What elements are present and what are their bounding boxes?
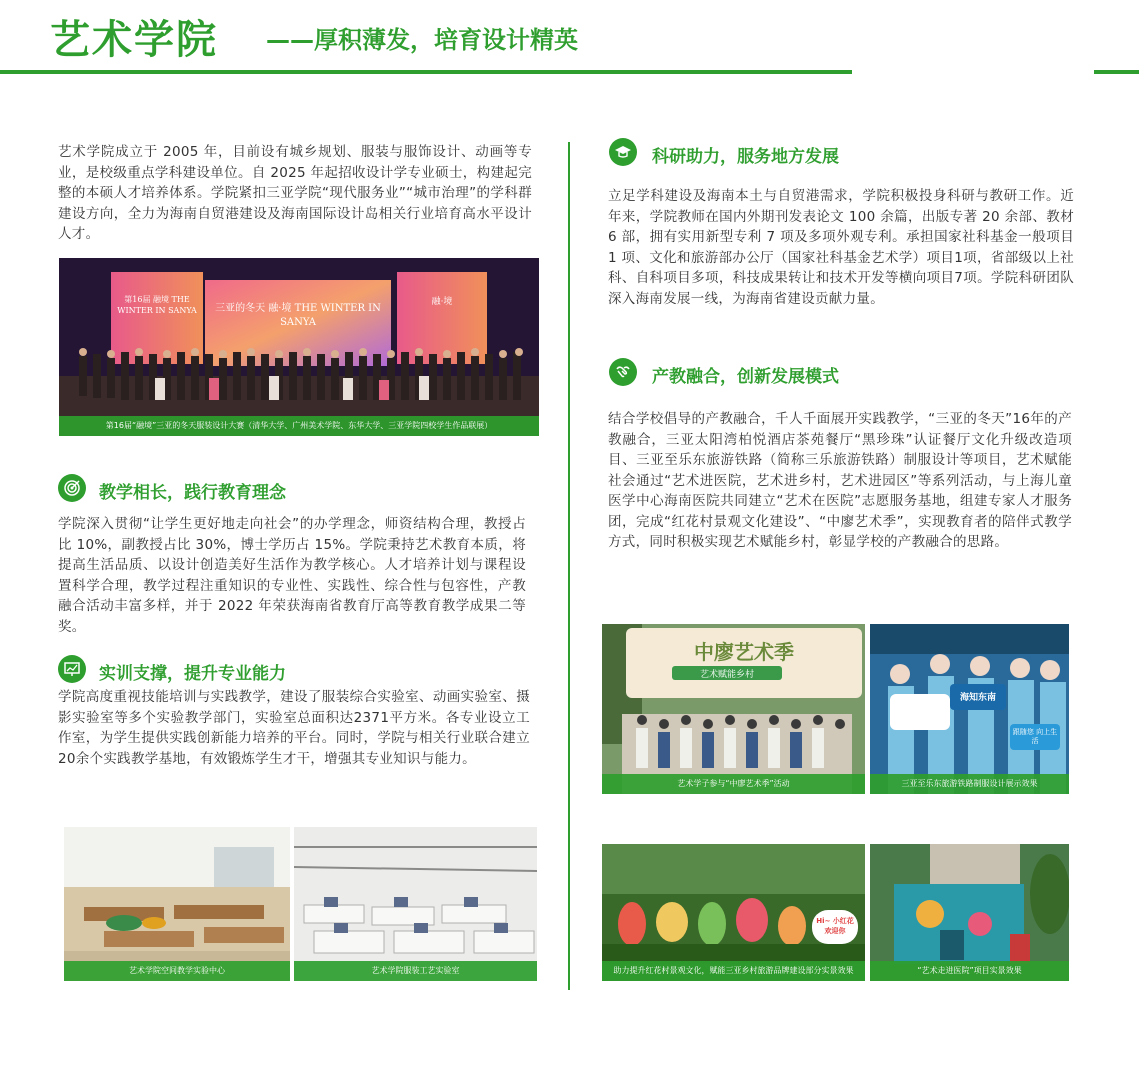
space-lab-scene — [64, 827, 290, 981]
stage-screen-right-text: 融·境 — [431, 297, 453, 307]
column-divider — [568, 142, 570, 990]
page-title: 艺术学院 — [50, 17, 218, 63]
hospital-art-caption: “艺术走进医院”项目实景效果 — [870, 961, 1069, 981]
fashion-show-caption: 第16届“融境”三亚的冬天服装设计大赛（清华大学、广州美术学院、东华大学、三亚学院四校学生作品联展） — [59, 416, 539, 436]
village-landscape-photo — [602, 844, 865, 981]
village-welcome-sign: Hi~ 小红花欢迎你 — [816, 917, 854, 935]
art-festival-photo — [602, 624, 865, 794]
village-landscape-caption: 助力提升红花村景观文化，赋能三亚乡村旅游品牌建设部分实景效果 — [602, 961, 865, 981]
handshake-icon — [609, 358, 637, 386]
garment-lab-caption: 艺术学院服装工艺实验室 — [294, 961, 537, 981]
stage-screen-center-text: 三亚的冬天 融·境 THE WINTER IN SANYA — [215, 303, 381, 328]
festival-banner-text: 中廖艺术季 — [694, 640, 794, 664]
section-title-training: 实训支撑，提升专业能力 — [99, 664, 286, 684]
space-lab-photo — [64, 827, 290, 981]
festival-subbanner-text: 艺术赋能乡村 — [699, 670, 754, 680]
fashion-show-scene — [59, 258, 539, 436]
stage-screen-left-text: 第16届 融境 THE WINTER IN SANYA — [117, 295, 197, 315]
hospital-art-photo — [870, 844, 1069, 981]
section-title-teaching: 教学相长，践行教育理念 — [99, 483, 286, 503]
uniform-sign-slogan: 跟随您 向上生活 — [1012, 728, 1058, 745]
fashion-show-photo — [59, 258, 539, 436]
teaching-paragraph: 学院深入贯彻“让学生更好地走向社会”的办学理念，师资结构合理，教授占比 10%，副教授占比 30%，博士学历占 15%。学院秉持艺术教育本质，将提高生活品质、以设计创造美好生活作为教学核心。人才培养计划与课程设置科学合理，教学过程注重知识的专业性、实践性、综合性与包容性，产教融合活动丰富多样，并于 2022 年荣获海南省教育厅高等教育教学成果二等奖。 — [58, 516, 526, 635]
garment-lab-scene — [294, 827, 537, 981]
railway-uniform-photo — [870, 624, 1069, 794]
garment-lab-photo — [294, 827, 537, 981]
railway-uniform-caption: 三亚至乐东旅游铁路制服设计展示效果 — [870, 774, 1069, 794]
intro-paragraph: 艺术学院成立于 2005 年，目前设有城乡规划、服装与服饰设计、动画等专业，是校级重点学科建设单位。自 2025 年起招收设计学专业硕士，构建起完整的本硕人才培养体系。学院紧扣三亚学院“现代服务业”“城市治理”的学科群建设方向，全力为海南自贸港建设及海南国际设计岛相关行业培育高水平设计人才。 — [58, 144, 532, 242]
page-subtitle: ——厚积薄发，培育设计精英 — [266, 26, 578, 54]
section-title-industry: 产教融合，创新发展模式 — [652, 367, 839, 387]
space-lab-caption: 艺术学院空间教学实验中心 — [64, 961, 290, 981]
header-divider-left — [0, 70, 852, 74]
target-icon — [58, 474, 86, 502]
art-festival-caption: 艺术学子参与“中廖艺术季”活动 — [602, 774, 865, 794]
uniform-sign-text: 海知东南 — [959, 693, 996, 703]
training-paragraph: 学院高度重视技能培训与实践教学，建设了服装综合实验室、动画实验室、摄影实验室等多个实验教学部门，实验室总面积达2371平方米。各专业设立工作室，为学生提供实践创新能力培养的平台。同时，学院与相关行业联合建立20余个实践教学基地，有效锻炼学生才干，增强其专业知识与能力。 — [58, 689, 530, 767]
section-title-research: 科研助力，服务地方发展 — [652, 147, 839, 167]
research-paragraph: 立足学科建设及海南本土与自贸港需求，学院积极投身科研与教研工作。近年来，学院教师在国内外期刊发表论文 100 余篇，出版专著 20 余部、教材 6 部，拥有实用新型专利 7 项及多项外观专利。承担国家社科基金一般项目 1 项、文化和旅游部办公厅（国家社科基金艺术学）项目1项，省部级以上社科、自科项目多项，科技成果转让和技术开发等横向项目7项。学院科研团队深入海南发展一线，为海南省建设贡献力量。 — [608, 188, 1074, 307]
graduation-cap-icon — [609, 138, 637, 166]
header-divider-right — [1094, 70, 1139, 74]
presentation-icon — [58, 655, 86, 683]
railway-uniform-scene — [870, 624, 1069, 794]
industry-paragraph: 结合学校倡导的产教融合，千人千面展开实践教学，“三亚的冬天”16年的产教融合，三亚太阳湾柏悦酒店茶苑餐厅“黑珍珠”认证餐厅文化升级改造项目、三亚至乐东旅游铁路（简称三乐旅游铁路）制服设计等项目，艺术赋能社会通过“艺术进医院，艺术进乡村，艺术进园区”等系列活动，与上海儿童医学中心海南医院共同建立“艺术在医院”志愿服务基地，组建专家人才服务团，完成“红花村景观文化建设”、“中廖艺术季”，实现教育者的陪伴式教学方式，同时积极实现艺术赋能乡村，彰显学校的产教融合的思路。 — [608, 411, 1072, 550]
